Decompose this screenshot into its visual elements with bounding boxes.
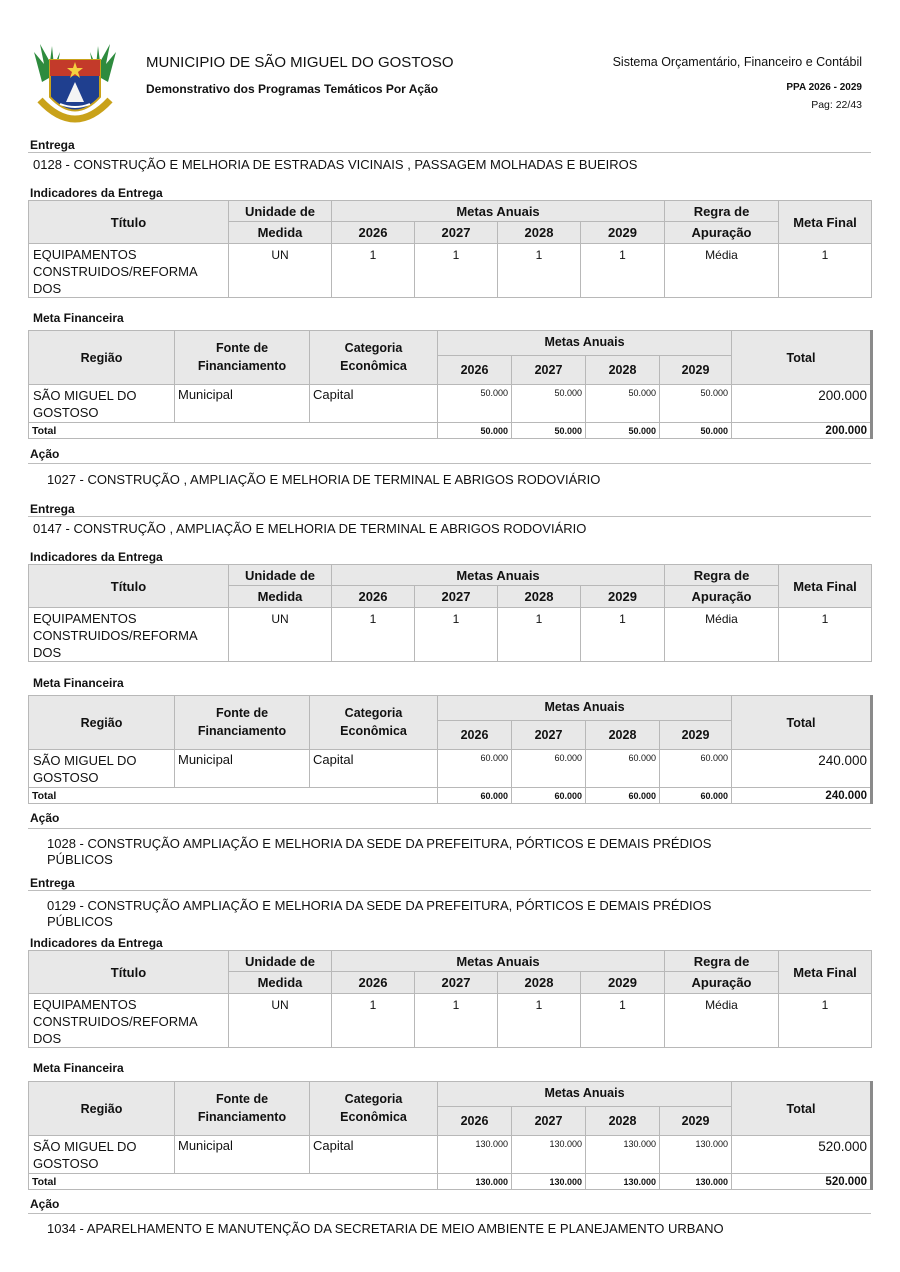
indicadores-label: Indicadores da Entrega: [30, 186, 163, 200]
finance-table: [28, 695, 873, 804]
indicator-meta-final: 1: [779, 244, 872, 298]
total-meta: 50.000: [438, 423, 512, 439]
finance-regiao: SÃO MIGUEL DO GOSTOSO: [29, 385, 175, 423]
header-year: 2026: [438, 721, 512, 750]
indicator-meta: 1: [415, 608, 498, 662]
header-metas-anuais: Metas Anuais: [438, 331, 732, 356]
header-year: 2027: [415, 972, 498, 994]
total-meta: 60.000: [438, 788, 512, 804]
header-year: 2028: [498, 972, 581, 994]
finance-regiao: SÃO MIGUEL DO GOSTOSO: [29, 750, 175, 788]
header-year: 2027: [512, 356, 586, 385]
indicator-meta: 1: [581, 244, 665, 298]
header-year: 2027: [512, 1107, 586, 1136]
indicator-meta: 1: [581, 608, 665, 662]
acao-text: 1028 - CONSTRUÇÃO AMPLIAÇÃO E MELHORIA DA SEDE DA PREFEITURA, PÓRTICOS E DEMAIS PRÉDIOS PÚBLICOS: [47, 836, 712, 867]
entrega-text: 0129 - CONSTRUÇÃO AMPLIAÇÃO E MELHORIA DA SEDE DA PREFEITURA, PÓRTICOS E DEMAIS PRÉDIOS PÚBLICOS: [47, 898, 712, 929]
header-fonte: [175, 696, 310, 750]
indicator-meta: 1: [498, 244, 581, 298]
header-categoria-2: Econômica: [340, 359, 407, 373]
header-fonte-1: Fonte de: [215, 341, 269, 355]
meta-financeira-label: Meta Financeira: [33, 311, 124, 325]
total-meta: 130.000: [660, 1174, 732, 1190]
divider: [28, 152, 871, 153]
total-meta: 60.000: [512, 788, 586, 804]
finance-fonte: Municipal: [175, 385, 310, 423]
total-meta: 60.000: [586, 788, 660, 804]
header-fonte-1: Fonte de: [215, 706, 269, 720]
total-row-label: Total: [29, 423, 438, 439]
meta-financeira-label: Meta Financeira: [33, 1061, 124, 1075]
finance-fonte: Municipal: [175, 750, 310, 788]
finance-meta: 130.000: [660, 1136, 732, 1174]
indicator-meta: 1: [415, 244, 498, 298]
header-meta-final: Meta Final: [779, 201, 872, 244]
header-year: 2026: [332, 972, 415, 994]
header-total: Total: [732, 1082, 872, 1136]
acao-label: Ação: [30, 1197, 60, 1211]
entrega-label: Entrega: [30, 876, 75, 890]
total-row-label: Total: [29, 1174, 438, 1190]
indicator-meta-final: 1: [779, 994, 872, 1048]
header-year: 2026: [332, 586, 415, 608]
header-fonte-1: Fonte de: [215, 1092, 269, 1106]
ppa-period: PPA 2026 - 2029: [786, 82, 862, 93]
header-year: 2029: [660, 356, 732, 385]
total-meta: 50.000: [512, 423, 586, 439]
divider: [28, 463, 871, 464]
header-fonte-2: Financiamento: [197, 359, 287, 373]
indicator-meta: 1: [332, 994, 415, 1048]
indicator-table: [28, 200, 872, 298]
header-categoria: [310, 696, 438, 750]
header-unidade-2: Medida: [229, 222, 332, 244]
header-unidade: Unidade de: [229, 951, 332, 972]
header-categoria-1: Categoria: [344, 706, 403, 720]
header-fonte-2: Financiamento: [197, 1110, 287, 1124]
grand-total: 520.000: [732, 1174, 872, 1190]
entrega-text: 0128 - CONSTRUÇÃO E MELHORIA DE ESTRADAS VICINAIS , PASSAGEM MOLHADAS E BUEIROS: [33, 157, 638, 172]
indicator-regra: Média: [665, 244, 779, 298]
header-regra: Regra de: [665, 565, 779, 586]
header-fonte-2: Financiamento: [197, 724, 287, 738]
report-title: Demonstrativo dos Programas Temáticos Por Ação: [146, 82, 439, 96]
finance-total: 520.000: [732, 1136, 872, 1174]
finance-meta: 50.000: [438, 385, 512, 423]
header-metas-anuais: Metas Anuais: [438, 1082, 732, 1107]
finance-categoria: Capital: [310, 750, 438, 788]
total-meta: 60.000: [660, 788, 732, 804]
header-year: 2029: [581, 586, 665, 608]
finance-meta: 130.000: [438, 1136, 512, 1174]
header-regiao: Região: [29, 1082, 175, 1136]
header-year: 2027: [512, 721, 586, 750]
acao-label: Ação: [30, 811, 60, 825]
header-unidade-2: Medida: [229, 586, 332, 608]
municipality-name: MUNICIPIO DE SÃO MIGUEL DO GOSTOSO: [146, 54, 454, 71]
header-meta-final: Meta Final: [779, 565, 872, 608]
header-unidade: Unidade de: [229, 565, 332, 586]
indicator-meta: 1: [581, 994, 665, 1048]
header-metas-anuais: Metas Anuais: [332, 201, 665, 222]
indicator-meta: 1: [498, 994, 581, 1048]
indicator-meta: 1: [332, 244, 415, 298]
finance-fonte: Municipal: [175, 1136, 310, 1174]
grand-total: 200.000: [732, 423, 872, 439]
acao-label: Ação: [30, 447, 60, 461]
header-categoria-2: Econômica: [340, 724, 407, 738]
finance-regiao: SÃO MIGUEL DO GOSTOSO: [29, 1136, 175, 1174]
total-meta: 130.000: [512, 1174, 586, 1190]
indicator-unidade: UN: [229, 994, 332, 1048]
divider: [28, 828, 871, 829]
indicator-table: [28, 564, 872, 662]
finance-meta: 130.000: [586, 1136, 660, 1174]
finance-meta: 60.000: [586, 750, 660, 788]
header-year: 2027: [415, 222, 498, 244]
total-meta: 50.000: [586, 423, 660, 439]
entrega-text: 0147 - CONSTRUÇÃO , AMPLIAÇÃO E MELHORIA DE TERMINAL E ABRIGOS RODOVIÁRIO: [33, 521, 587, 536]
header-metas-anuais: Metas Anuais: [332, 565, 665, 586]
system-name: Sistema Orçamentário, Financeiro e Contábil: [612, 55, 862, 69]
divider: [28, 890, 871, 891]
header-titulo: Título: [29, 951, 229, 994]
header-total: Total: [732, 696, 872, 750]
header-titulo: Título: [29, 201, 229, 244]
header-regra: Regra de: [665, 951, 779, 972]
divider: [28, 516, 871, 517]
header-year: 2026: [438, 1107, 512, 1136]
total-meta: 130.000: [438, 1174, 512, 1190]
header-metas-anuais: Metas Anuais: [332, 951, 665, 972]
page-number: Pag: 22/43: [811, 99, 862, 111]
header-year: 2026: [332, 222, 415, 244]
finance-table: [28, 1081, 873, 1190]
meta-financeira-label: Meta Financeira: [33, 676, 124, 690]
header-regra-2: Apuração: [665, 222, 779, 244]
total-meta: 130.000: [586, 1174, 660, 1190]
indicator-meta-final: 1: [779, 608, 872, 662]
acao-text: 1027 - CONSTRUÇÃO , AMPLIAÇÃO E MELHORIA DE TERMINAL E ABRIGOS RODOVIÁRIO: [47, 472, 601, 487]
header-categoria-2: Econômica: [340, 1110, 407, 1124]
finance-total: 240.000: [732, 750, 872, 788]
indicator-meta: 1: [332, 608, 415, 662]
indicator-unidade: UN: [229, 244, 332, 298]
finance-meta: 60.000: [512, 750, 586, 788]
indicator-titulo: EQUIPAMENTOS CONSTRUIDOS/REFORMA DOS: [29, 994, 229, 1048]
entrega-label: Entrega: [30, 502, 75, 516]
header-year: 2028: [586, 356, 660, 385]
indicator-table: [28, 950, 872, 1048]
header-year: 2028: [586, 1107, 660, 1136]
header-regra-2: Apuração: [665, 972, 779, 994]
header-categoria-1: Categoria: [344, 341, 403, 355]
header-year: 2028: [586, 721, 660, 750]
header-year: 2028: [498, 586, 581, 608]
header-meta-final: Meta Final: [779, 951, 872, 994]
indicator-regra: Média: [665, 608, 779, 662]
header-year: 2026: [438, 356, 512, 385]
header-year: 2028: [498, 222, 581, 244]
finance-categoria: Capital: [310, 1136, 438, 1174]
indicator-titulo: EQUIPAMENTOS CONSTRUIDOS/REFORMA DOS: [29, 608, 229, 662]
finance-meta: 50.000: [586, 385, 660, 423]
header-regra-2: Apuração: [665, 586, 779, 608]
header-year: 2029: [660, 721, 732, 750]
header-year: 2027: [415, 586, 498, 608]
indicator-meta: 1: [415, 994, 498, 1048]
municipal-coat-of-arms: [30, 42, 120, 128]
indicator-unidade: UN: [229, 608, 332, 662]
total-meta: 50.000: [660, 423, 732, 439]
header-unidade-2: Medida: [229, 972, 332, 994]
header-unidade: Unidade de: [229, 201, 332, 222]
finance-table: [28, 330, 873, 439]
finance-meta: 130.000: [512, 1136, 586, 1174]
header-categoria: [310, 331, 438, 385]
indicator-meta: 1: [498, 608, 581, 662]
header-titulo: Título: [29, 565, 229, 608]
finance-meta: 50.000: [512, 385, 586, 423]
acao-text: 1034 - APARELHAMENTO E MANUTENÇÃO DA SECRETARIA DE MEIO AMBIENTE E PLANEJAMENTO URBANO: [47, 1221, 724, 1236]
finance-total: 200.000: [732, 385, 872, 423]
header-regra: Regra de: [665, 201, 779, 222]
finance-meta: 60.000: [660, 750, 732, 788]
header-year: 2029: [660, 1107, 732, 1136]
header-year: 2029: [581, 972, 665, 994]
total-row-label: Total: [29, 788, 438, 804]
header-categoria-1: Categoria: [344, 1092, 403, 1106]
header-fonte: [175, 1082, 310, 1136]
finance-categoria: Capital: [310, 385, 438, 423]
grand-total: 240.000: [732, 788, 872, 804]
finance-meta: 50.000: [660, 385, 732, 423]
header-year: 2029: [581, 222, 665, 244]
header-total: Total: [732, 331, 872, 385]
divider: [28, 1213, 871, 1214]
header-metas-anuais: Metas Anuais: [438, 696, 732, 721]
header-regiao: Região: [29, 696, 175, 750]
finance-meta: 60.000: [438, 750, 512, 788]
indicator-regra: Média: [665, 994, 779, 1048]
indicator-titulo: EQUIPAMENTOS CONSTRUIDOS/REFORMA DOS: [29, 244, 229, 298]
header-regiao: Região: [29, 331, 175, 385]
indicadores-label: Indicadores da Entrega: [30, 550, 163, 564]
entrega-label: Entrega: [30, 138, 75, 152]
header-fonte: [175, 331, 310, 385]
indicadores-label: Indicadores da Entrega: [30, 936, 163, 950]
header-categoria: [310, 1082, 438, 1136]
